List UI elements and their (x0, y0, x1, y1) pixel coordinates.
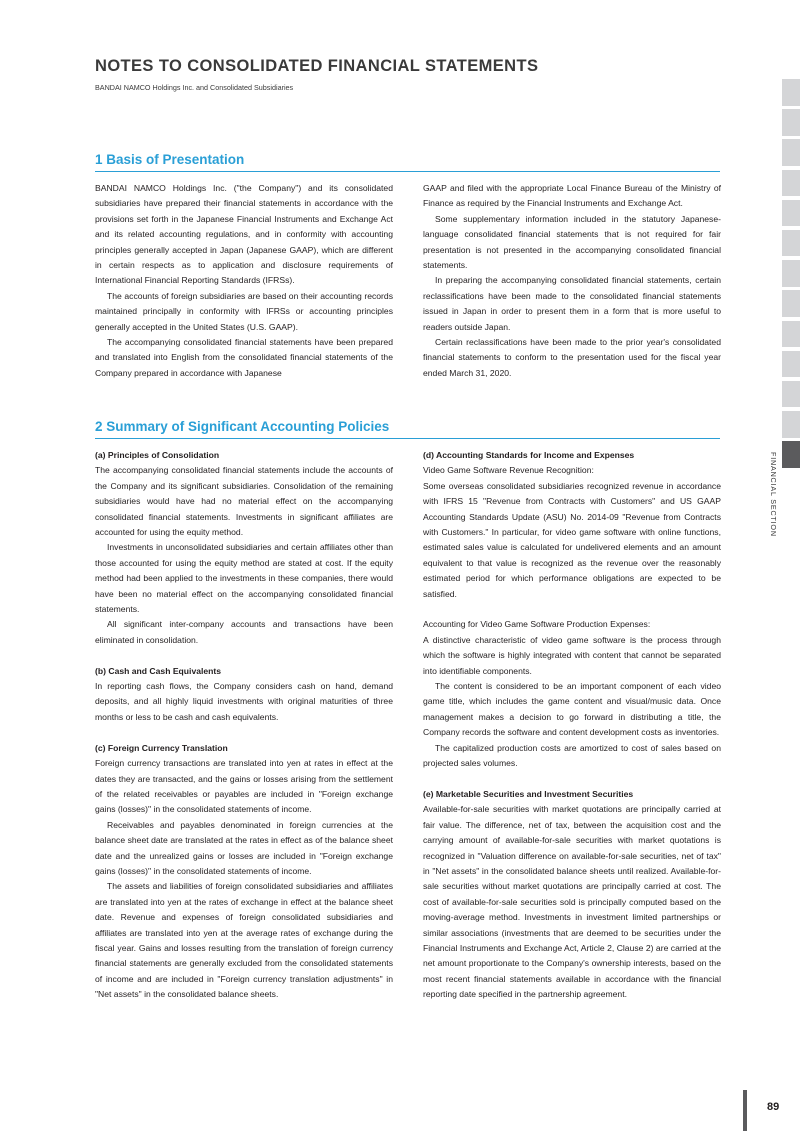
section-tab (782, 109, 800, 136)
section-tab (782, 200, 800, 227)
paragraph: Some overseas consolidated subsidiaries recognized revenue in accordance with IFRS 15 "Revenue from Contracts with Customers" and US GAAP Accounting Standards Update (ASU) No. 2014-09 "Revenue from Contracts with Customers." In particular, for video game software with online functions, estimated sales value is calculated for undelivered elements and an amount equivalent to that value is recognized as the revenue over the reasonably estimated period for which performance obligations are expected to be satisfied. (423, 480, 721, 599)
section-1-right-column (423, 181, 721, 381)
section-tab (782, 260, 800, 287)
subheading-accounting-standards: (d) Accounting Standards for Income and Expenses (423, 450, 635, 460)
section-2-heading: 2 Summary of Significant Accounting Policies (95, 419, 720, 439)
paragraph: GAAP and filed with the appropriate Local Finance Bureau of the Ministry of Finance as required by the Financial Instruments and Exchange Act. (423, 183, 721, 209)
paragraph: The accompanying consolidated financial statements have been prepared and translated into English from the consolidated financial statements of the Company prepared in accordance with Japanese (95, 337, 393, 378)
section-tab (782, 139, 800, 166)
subheading-marketable-securities: (e) Marketable Securities and Investment Securities (423, 788, 634, 799)
section-tab (782, 230, 800, 257)
page-subtitle: BANDAI NAMCO Holdings Inc. and Consolidated Subsidiaries (95, 83, 294, 92)
section-tab (782, 79, 800, 106)
page-title: NOTES TO CONSOLIDATED FINANCIAL STATEMENTS (95, 57, 539, 75)
paragraph: In reporting cash flows, the Company considers cash on hand, demand deposits, and all highly liquid investments with original maturities of three months or less to be cash and cash equivalents. (95, 681, 393, 722)
page-number-bar (743, 1090, 747, 1131)
paragraph: The accompanying consolidated financial statements include the accounts of the Company and its significant subsidiaries. Consolidation of the remaining subsidiaries would have had no material effect on the accompanying consolidated financial statements. Investments in significant affiliates are accounted for using the equity method. (95, 465, 393, 538)
section-tab (782, 411, 800, 438)
section-2-right-column (423, 448, 721, 1003)
section-tab (782, 290, 800, 317)
section-tab-active (782, 441, 800, 468)
paragraph: The capitalized production costs are amortized to cost of sales based on projected sales volumes. (423, 742, 721, 769)
side-section-label: FINANCIAL SECTION (769, 452, 778, 537)
subheading-principles-of-consolidation: (a) Principles of Consolidation (95, 450, 220, 460)
paragraph: Available-for-sale securities with market quotations are principally carried at fair value. The difference, net of tax, between the acquisition cost and the carrying amount of available-for-sale securities with market quotations is recognized in "Valuation difference on available-for-sale securities, net of tax" in "Net assets" in the consolidated balance sheets until realized. Available-for-sale securities without market quotations are principally carried at cost. The cost of available-for-sale securities sold is principally computed based on the moving-average method. Investments in investment limited partnerships or similar associations (investments that are deemed to be securities under the Financial Instruments and Exchange Act, Article 2, Clause 2) are carried at the net amount proportionate to the Company's ownership interests, based on the most recent financial statements available in accordance with the financial reporting date specified in the partnership agreement. (423, 804, 721, 1000)
page-number: 89 (767, 1101, 780, 1113)
section-tab (782, 351, 800, 378)
section-tab-index (782, 79, 800, 471)
paragraph: Receivables and payables denominated in foreign currencies at the balance sheet date are translated at the rates in effect as of the balance sheet date and the unrealized gains or losses are included in "Foreign exchange gains (losses)" in the consolidated statements of income. (95, 819, 393, 876)
paragraph: BANDAI NAMCO Holdings Inc. ("the Company") and its consolidated subsidiaries have prepared their financial statements in accordance with the provisions set forth in the Japanese Financial Instruments and Exchange Act and its related accounting regulations, and in conformity with accounting principles generally accepted in Japan (Japanese GAAP), which are different in certain respects as to application and disclosure requirements of International Financial Reporting Standards (IFRSs). (95, 183, 393, 286)
paragraph: A distinctive characteristic of video game software is the process through which the software is highly integrated with content that cannot be separated into identifiable components. (423, 634, 721, 676)
paragraph: Certain reclassifications have been made to the prior year's consolidated financial statements to conform to the presentation used for the fiscal year ended March 31, 2020. (423, 337, 721, 378)
section-1-heading: 1 Basis of Presentation (95, 152, 720, 172)
sub-subheading: Video Game Software Revenue Recognition: (423, 465, 594, 476)
paragraph: The content is considered to be an important component of each video game title, which includes the game content and visual/music data. Once management makes a decision to go forward in distributing a title, the Company records the software and content development costs as inventories. (423, 681, 721, 738)
paragraph: The accounts of foreign subsidiaries are based on their accounting records maintained principally in conformity with IFRSs or accounting principles generally accepted in the United States (U.S. GAAP). (95, 290, 393, 332)
subheading-cash-equivalents: (b) Cash and Cash Equivalents (95, 665, 222, 676)
paragraph: Some supplementary information included in the statutory Japanese-language consolidated financial statements that is not required for fair presentation is not presented in the accompanying consolidated financial statements. (423, 213, 721, 271)
section-1-left-column (95, 181, 393, 381)
subheading-foreign-currency-translation: (c) Foreign Currency Translation (95, 742, 228, 753)
paragraph: The assets and liabilities of foreign consolidated subsidiaries and affiliates are translated into yen at the rates of exchange in effect at the balance sheet date. Revenue and expenses of foreign consolidated subsidiaries and affiliates are translated into yen at the average rates of exchange during the fiscal year. Gains and losses resulting from the translation of foreign currency financial statements are generally excluded from the consolidated statements of income and are included in "Foreign currency translation adjustments" in "Net assets" in the consolidated balance sheets. (95, 881, 393, 1000)
paragraph: Investments in unconsolidated subsidiaries and certain affiliates other than those accounted for using the equity method are stated at cost. If the equity method had been applied to the investments in these companies, there would have been no material effect on the accompanying consolidated financial statements. (95, 542, 393, 615)
section-2-left-column (95, 448, 393, 1003)
section-tab (782, 321, 800, 348)
paragraph: In preparing the accompanying consolidated financial statements, certain reclassifications have been made to the consolidated financial statements issued in Japan in order to present them in a form that is more useful to readers outside Japan. (423, 275, 721, 332)
paragraph: Foreign currency transactions are translated into yen at rates in effect at the dates they are transacted, and the gains or losses arising from the settlement of the related receivables or payables are included in "Foreign exchange gains (losses)" in the consolidated statements of income. (95, 758, 393, 815)
sub-subheading: Accounting for Video Game Software Production Expenses: (423, 619, 651, 630)
section-tab (782, 170, 800, 197)
section-tab (782, 381, 800, 408)
paragraph: All significant inter-company accounts and transactions have been eliminated in consolidation. (95, 619, 393, 645)
